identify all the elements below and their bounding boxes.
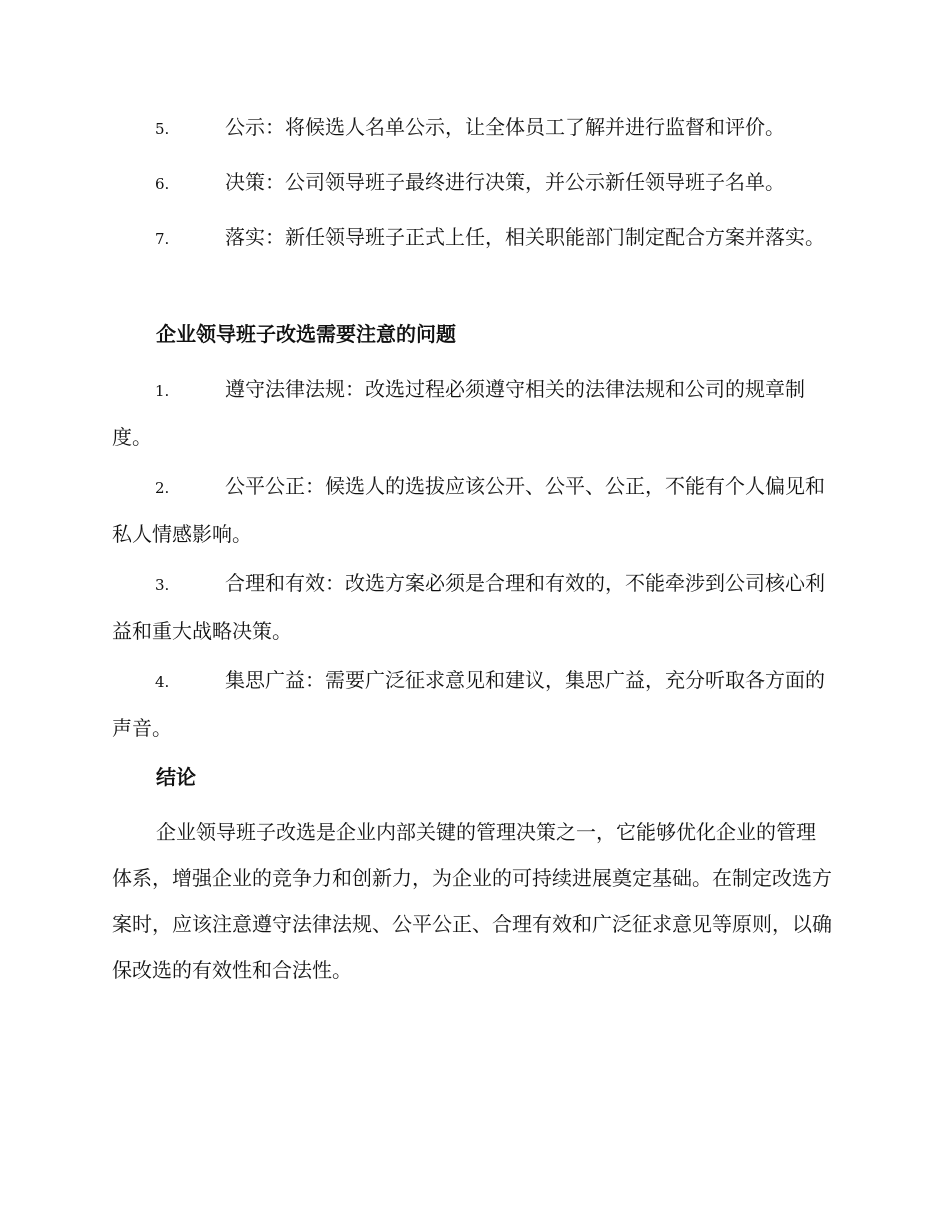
list-number: 3. [155,576,170,594]
list-number: 6. [155,175,170,193]
list-item-issue-3 [112,560,832,654]
list-number: 7. [155,230,170,248]
list-number: 4. [155,673,170,691]
list-item-text: 决策：公司领导班子最终进行决策，并公示新任领导班子名单。 [225,170,785,194]
list-item-text: 集思广益：需要广泛征求意见和建议，集思广益，充分听取各方面的声音。 [112,668,825,740]
list-item-text: 合理和有效：改选方案必须是合理和有效的，不能牵涉到公司核心利益和重大战略决策。 [112,571,825,643]
list-item-step-5 [112,104,832,152]
list-item-step-6 [112,159,832,207]
list-item-issue-1 [112,366,832,460]
list-number: 5. [155,120,170,138]
conclusion-paragraph: 企业领导班子改选是企业内部关键的管理决策之一，它能够优化企业的管理体系，增强企业的竞争力和创新力，为企业的可持续进展奠定基础。在制定改选方案时，应该注意遵守法律法规、公平公正、合理有效和广泛征求意见等原则，以确保改选的有效性和合法性。 [112,820,832,982]
list-item-text: 公示：将候选人名单公示，让全体员工了解并进行监督和评价。 [225,115,785,139]
list-number: 2. [155,479,170,497]
list-item-text: 公平公正：候选人的选拔应该公开、公平、公正，不能有个人偏见和私人情感影响。 [112,474,825,546]
conclusion-heading: 结论 [156,765,196,789]
list-item-text: 遵守法律法规：改选过程必须遵守相关的法律法规和公司的规章制度。 [112,377,805,449]
list-number: 1. [155,382,170,400]
list-item-issue-2 [112,463,832,557]
issues-heading: 企业领导班子改选需要注意的问题 [156,322,456,346]
list-item-issue-4 [112,657,832,751]
list-item-text: 落实：新任领导班子正式上任，相关职能部门制定配合方案并落实。 [225,225,825,249]
list-item-step-7 [112,214,832,262]
